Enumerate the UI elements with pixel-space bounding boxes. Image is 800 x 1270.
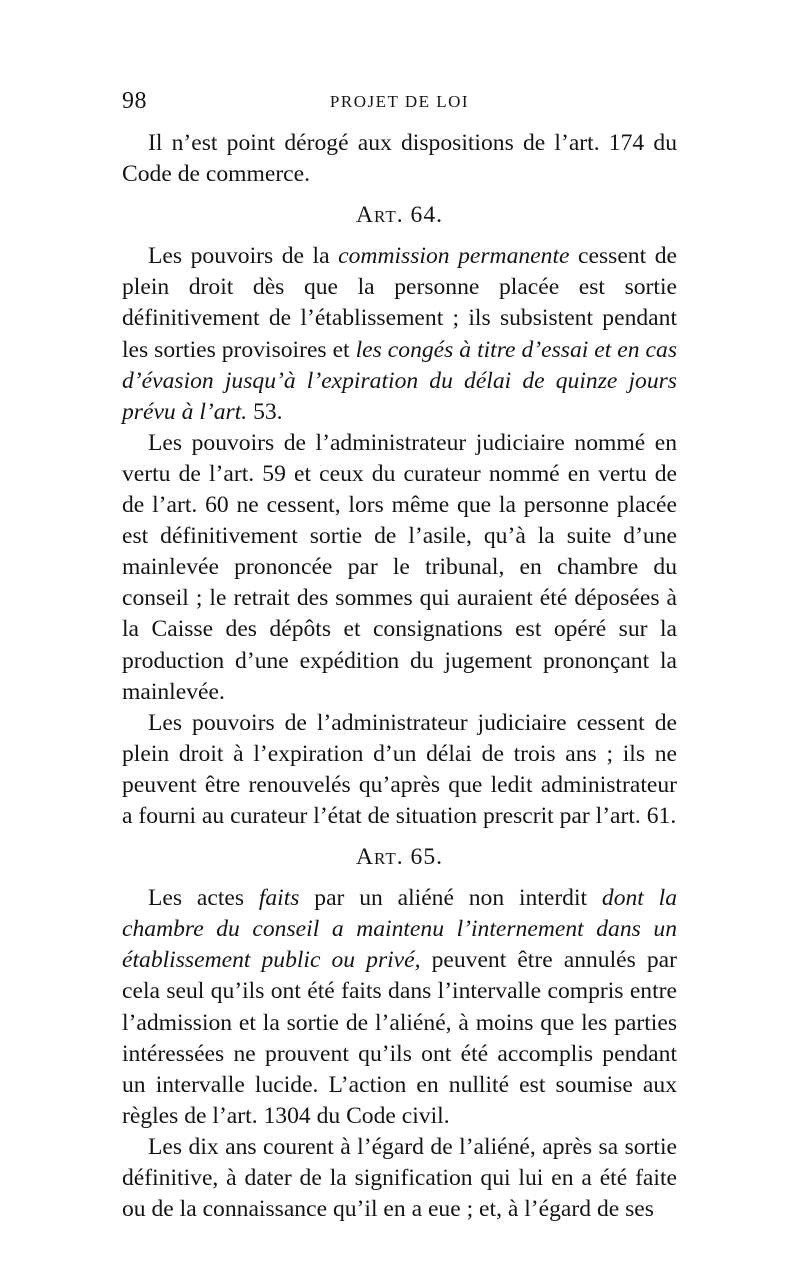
italic-run: dont la chambre du conseil a maintenu l’internement dans un établissement public ou privé, <box>122 885 677 974</box>
text-run: par un aliéné non interdit <box>299 885 602 912</box>
italic-run: commission permanente <box>338 243 570 270</box>
paragraph-delai-trois-ans: Les pouvoirs de l’administrateur judiciaire cessent de plein droit à l’expiration d’un délai de trois ans ; ils ne peuvent être renouvelés qu’après que ledit administrateur a fourni au curateur l’état de situation prescrit par l’art. 61. <box>122 709 677 829</box>
article-label: Art. <box>355 202 404 229</box>
text-run: Les actes <box>148 885 259 912</box>
text-run: cessent de plein droit dès que la personne placée est sortie définitivement de l’établissement ; ils subsistent pendant les sorties provisoires et <box>122 243 677 363</box>
page-header <box>122 88 677 118</box>
page-number: 98 <box>122 88 147 114</box>
paragraph-code-commerce: Il n’est point dérogé aux dispositions de l’art. 174 du Code de commerce. <box>122 130 677 188</box>
article-label: Art. <box>355 844 404 871</box>
article-number: 65. <box>410 844 444 871</box>
article-65-heading <box>122 842 677 873</box>
article-64-heading <box>122 200 677 231</box>
running-head: PROJET DE LOI <box>329 92 470 111</box>
paragraph-administrateur-curateur: Les pouvoirs de l’administrateur judiciaire nommé en vertu de l’art. 59 et ceux du curateur nommé en vertu de de l’art. 60 ne cessent, lors même que la personne placée est définitivement sortie de l’asile, qu’à la suite d’une mainlevée prononcée par le tribunal, en chambre du conseil ; le retrait des sommes qui auraient été déposées à la Caisse des dépôts et consignations est opéré sur la production d’une expédition du jugement prononçant la mainlevée. <box>122 429 677 705</box>
paragraph-dix-ans: Les dix ans courent à l’égard de l’aliéné, après sa sortie définitive, à dater de la signification qui lui en a été faite ou de la connaissance qu’il en a eue ; et, à l’égard de ses <box>122 1133 677 1223</box>
paragraph-commission-permanente <box>122 241 677 428</box>
paragraph-actes-alienes <box>122 883 677 1132</box>
italic-run: faits <box>258 885 300 912</box>
article-number: 64. <box>410 202 444 229</box>
text-run: 53. <box>247 398 283 425</box>
text-run: peuvent être annulés par cela seul qu’ils ont été faits dans l’intervalle compris entre l’admission et la sortie de l’aliéné, à moins que les parties intéressées ne prouvent qu’ils ont été accomplis pendant un intervalle lucide. L’action en nullité est soumise aux règles de l’art. 1304 du Code civil. <box>122 947 677 1129</box>
body-text <box>122 128 677 1225</box>
text-run: Les pouvoirs de la <box>148 243 339 270</box>
italic-run: les congés à titre d’essai et en cas d’évasion jusqu’à l’expiration du délai de quinze jours prévu à l’art. <box>122 336 678 425</box>
